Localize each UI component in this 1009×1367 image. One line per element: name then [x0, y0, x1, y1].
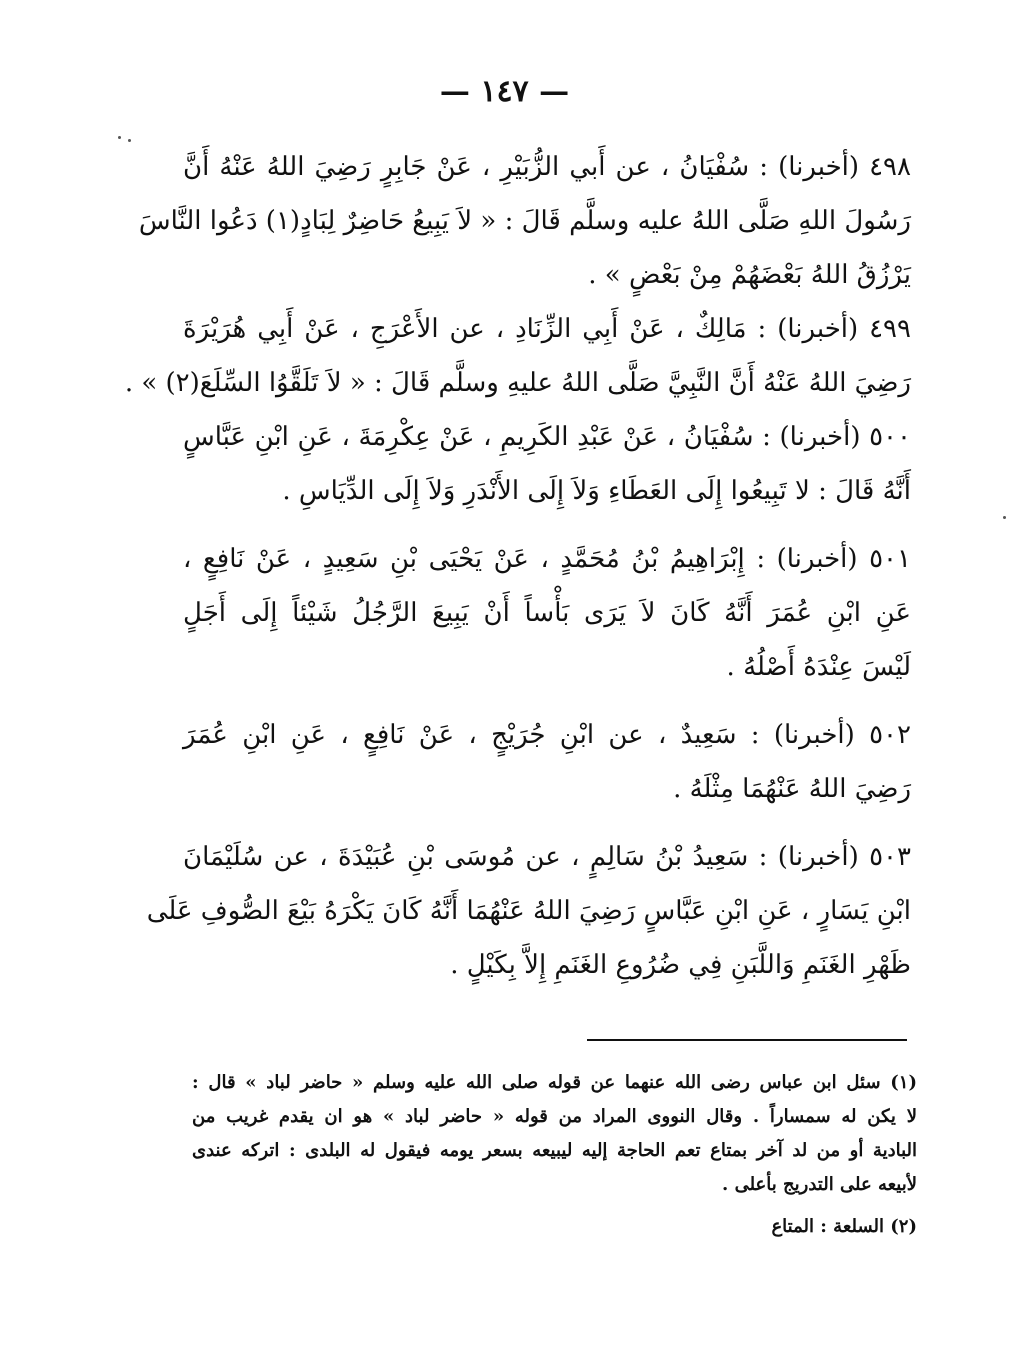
- text-line: ظَهْرِ الغَنَمِ وَاللَّبَنِ فِي ضُرُوعِ الغَنَمِ إِلاَّ بِكَيْلٍ .: [450, 950, 911, 980]
- footnote-line: لا يكن له سمساراً . وقال النووى المراد من قوله « حاضر لباد » هو ان يقدم غريب من: [192, 1106, 917, 1127]
- hadith-503: [146, 830, 911, 992]
- text-line: رَضِيَ اللهُ عَنْهُمَا مِثْلَهُ .: [673, 774, 911, 804]
- text-line: ٤٩٨ (أخبرنا) : سُفْيَانُ ، عن أَبي الزُّبَيْرِ ، عَنْ جَابِرٍ رَضِيَ اللهُ عَنْهُ أَنَّ: [183, 152, 911, 182]
- text-line: ٥٠١ (أخبرنا) : إِبْرَاهِيمُ بْنُ مُحَمَّدٍ ، عَنْ يَحْيَى بْنِ سَعِيدٍ ، عَنْ نَافِعٍ ،: [183, 544, 911, 574]
- footnote-2: [192, 1210, 917, 1244]
- text-line: رَسُولَ اللهِ صَلَّى اللهُ عليه وسلَّم قَالَ : « لاَ يَبِيعُ حَاضِرٌ لِبَادٍ(١) دَعُوا النَّاسَ: [138, 206, 911, 236]
- scan-speck: [128, 139, 131, 142]
- text-line: رَضِيَ اللهُ عَنْهُ أَنَّ النَّبِيَّ صَلَّى اللهُ عليهِ وسلَّم قَالَ : « لاَ تَلَقَّوُا السِّلَعَ(٢) » .: [124, 368, 911, 398]
- footnote-1: [192, 1066, 917, 1202]
- hadith-499: [124, 302, 911, 410]
- text-line: ٤٩٩ (أخبرنا) : مَالِكٌ ، عَنْ أَبِي الزِّنَادِ ، عن الأَعْرَجِ ، عَنْ أَبِي هُرَيْرَةَ: [183, 314, 911, 344]
- text-line: عَنِ ابْنِ عُمَرَ أَنَّهُ كَانَ لاَ يَرَى بَأْساً أَنْ يَبِيعَ الرَّجُلُ شَيْئاً إِلَى أَجَلٍ: [183, 598, 911, 628]
- text-line: لَيْسَ عِنْدَهُ أَصْلُهُ .: [726, 652, 911, 682]
- text-line: ابْنِ يَسَارٍ ، عَنِ ابْنِ عَبَّاسٍ رَضِيَ اللهُ عَنْهُمَا أَنَّهُ كَانَ يَكْرَهُ بَيْعَ الصُّوفِ عَلَى: [146, 896, 911, 926]
- footnotes: [192, 1066, 917, 1244]
- footnote-line: (٢) السلعة : المتاع: [771, 1216, 917, 1237]
- page-number: — ١٤٧ —: [439, 74, 570, 109]
- text-line: ٥٠٢ (أخبرنا) : سَعِيدٌ ، عن ابْنِ جُرَيْجٍ ، عَنْ نَافِعٍ ، عَنِ ابْنِ عُمَرَ: [183, 720, 911, 750]
- text-line: ٥٠٠ (أخبرنا) : سُفْيَانُ ، عَنْ عَبْدِ الكَرِيمِ ، عَنْ عِكْرِمَةَ ، عَنِ ابْنِ عَبَّاسٍ: [183, 422, 911, 452]
- scan-speck: [1003, 516, 1006, 519]
- footnote-separator: [587, 1039, 907, 1041]
- hadith-498: [138, 140, 911, 302]
- text-line: أَنَّهُ قَالَ : لا تَبِيعُوا إِلَى العَطَاءِ وَلاَ إِلَى الأَنْدَرِ وَلاَ إِلَى الدِّيَاسِ .: [282, 476, 911, 506]
- scan-speck: [118, 136, 121, 139]
- text-line: ٥٠٣ (أخبرنا) : سَعِيدُ بْنُ سَالِمٍ ، عن مُوسَى بْنِ عُبَيْدَةَ ، عن سُلَيْمَانَ: [183, 842, 911, 872]
- hadith-502: [183, 708, 911, 816]
- hadith-501: [183, 532, 911, 694]
- hadith-500: [183, 410, 911, 518]
- footnote-line: البادية أو من لد آخر بمتاع تعم الحاجة إليه ليبيعه بسعر يومه فيقول له البلدى : اتركه عندى: [192, 1140, 917, 1161]
- text-line: يَرْزُقُ اللهُ بَعْضَهُمْ مِنْ بَعْضٍ » .: [588, 260, 911, 290]
- main-text: [124, 140, 911, 992]
- footnote-line: (١) سئل ابن عباس رضى الله عنهما عن قوله صلى الله عليه وسلم « حاضر لباد » قال :: [192, 1072, 917, 1093]
- footnote-line: لأبيعه على التدريج بأعلى .: [722, 1174, 917, 1195]
